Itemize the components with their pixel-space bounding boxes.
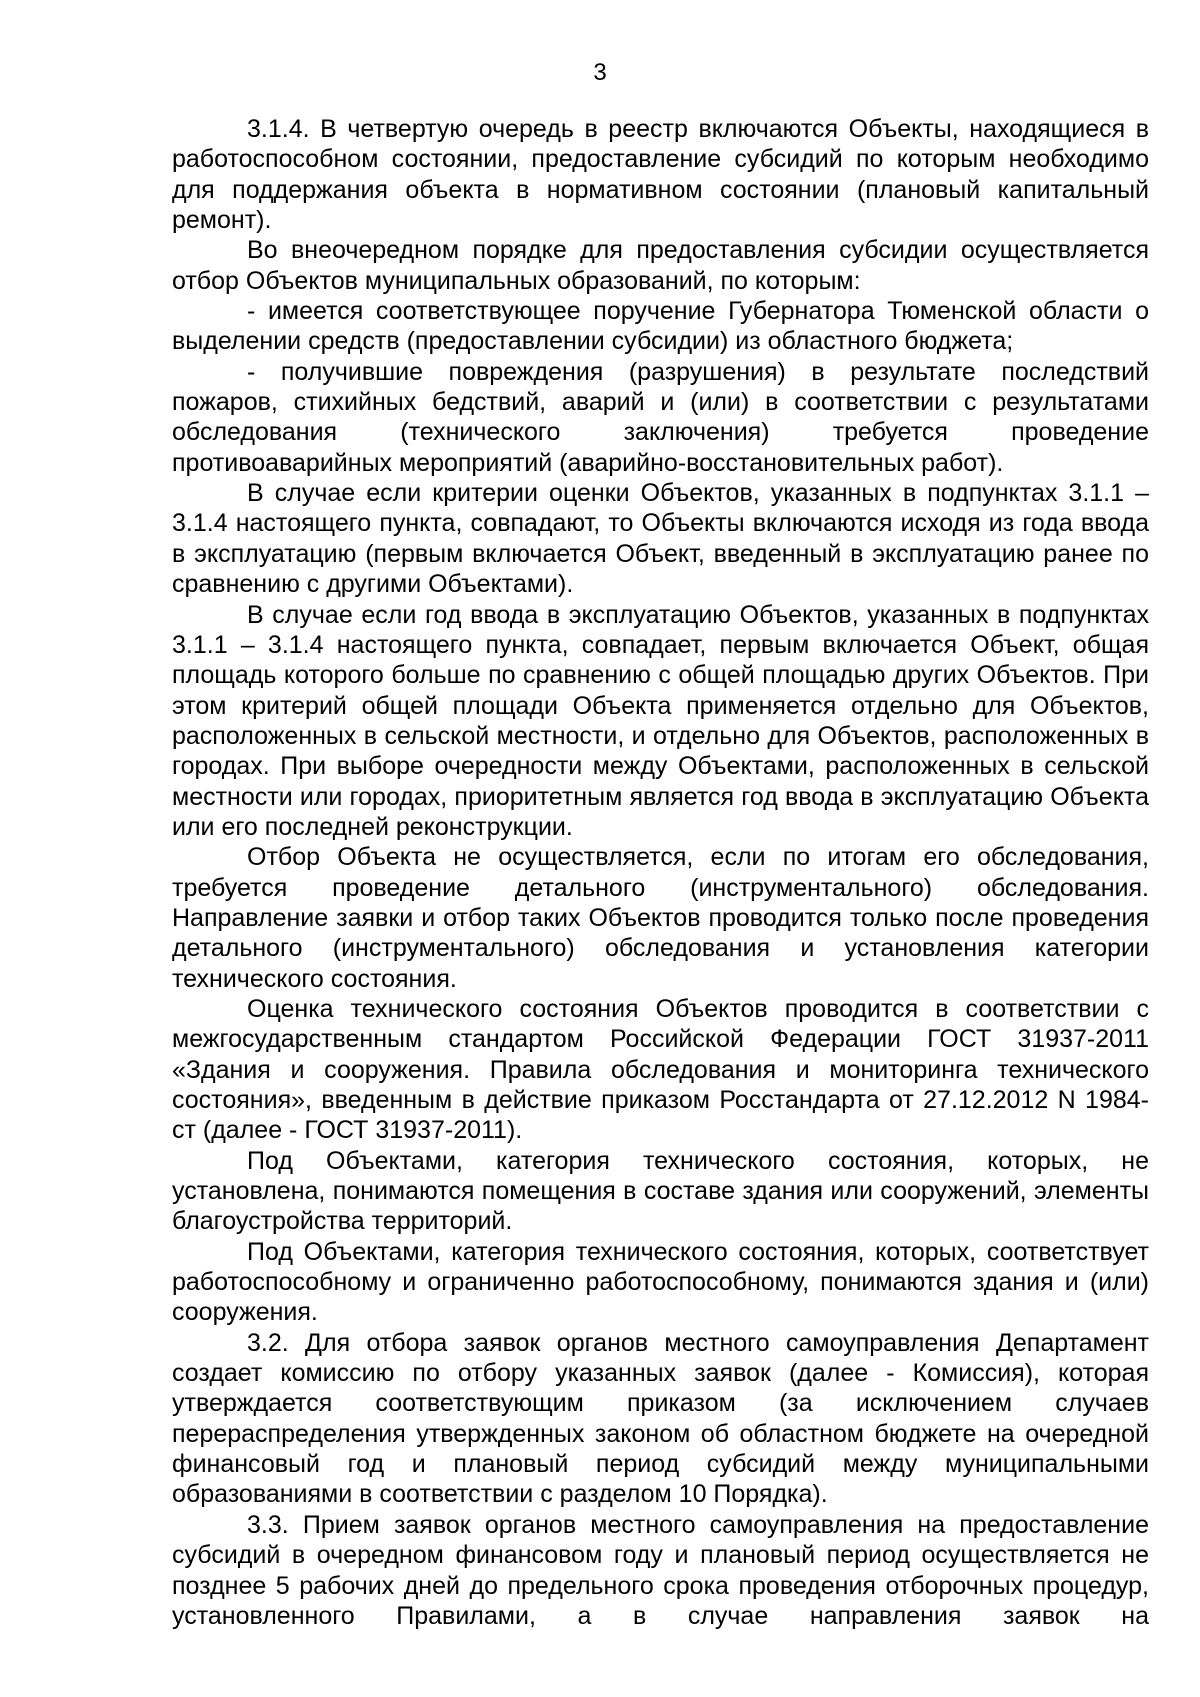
- page-number: 3: [593, 59, 607, 86]
- paragraph-3-1-4: 3.1.4. В четвертую очередь в реестр включаются Объекты, находящиеся в работоспособном состоянии, предоставление субсидий по которым необходимо для поддержания объекта в нормативном состоянии (плановый капитальный ремонт).: [172, 115, 1149, 235]
- document-body: [172, 114, 1149, 1631]
- paragraph-3-3: 3.3. Прием заявок органов местного самоуправления на предоставление субсидий в очередном финансовом году и плановый период осуществляется не позднее 5 рабочих дней до предельного срока проведения отборочных процедур, установленного Правилами, а в случае направления заявок на: [172, 1510, 1149, 1630]
- paragraph-3-2: 3.2. Для отбора заявок органов местного самоуправления Департамент создает комиссию по отбору указанных заявок (далее - Комиссия), которая утверждается соответствующим приказом (за исключением случаев перераспределения утвержденных законом об областном бюджете на очередной финансовый год и плановый период субсидий между муниципальными образованиями в соответствии с разделом 10 Порядка).: [172, 1328, 1149, 1509]
- list-item-damaged-objects: - получившие повреждения (разрушения) в результате последствий пожаров, стихийных бедствий, аварий и (или) в соответствии с результатами обследования (технического заключения) требуется проведение противоаварийных мероприятий (аварийно-восстановительных работ).: [172, 357, 1149, 477]
- paragraph-year-coincides: В случае если год ввода в эксплуатацию Объектов, указанных в подпунктах 3.1.1 – 3.1.4 настоящего пункта, совпадает, первым включается Объект, общая площадь которого больше по сравнению с общей площадью других Объектов. При этом критерий общей площади Объекта применяется отдельно для Объектов, расположенных в сельской местности, и отдельно для Объектов, расположенных в городах. При выборе очередности между Объектами, расположенных в сельской местности или городах, приоритетным является год ввода в эксплуатацию Объекта или его последней реконструкции.: [172, 600, 1149, 841]
- paragraph-technical-assessment: Оценка технического состояния Объектов проводится в соответствии с межгосударственным стандартом Российской Федерации ГОСТ 31937-2011 «Здания и сооружения. Правила обследования и мониторинга технического состояния», введенным в действие приказом Росстандарта от 27.12.2012 N 1984-ст (далее - ГОСТ 31937-2011).: [172, 994, 1149, 1145]
- paragraph-category-operable: Под Объектами, категория технического состояния, которых, соответствует работоспособному и ограниченно работоспособному, понимаются здания и (или) сооружения.: [172, 1237, 1149, 1327]
- list-item-governor-order: - имеется соответствующее поручение Губернатора Тюменской области о выделении средств (предоставлении субсидии) из областного бюджета;: [172, 297, 1149, 356]
- paragraph-extraordinary-selection: Во внеочередном порядке для предоставления субсидии осуществляется отбор Объектов муниципальных образований, по которым:: [172, 236, 1149, 295]
- paragraph-selection-not-performed: Отбор Объекта не осуществляется, если по итогам его обследования, требуется проведение детального (инструментального) обследования. Направление заявки и отбор таких Объектов проводится только после проведения детального (инструментального) обследования и установления категории технического состояния.: [172, 843, 1149, 993]
- paragraph-criteria-coincide: В случае если критерии оценки Объектов, указанных в подпунктах 3.1.1 – 3.1.4 настоящего пункта, совпадают, то Объекты включаются исходя из года ввода в эксплуатацию (первым включается Объект, введенный в эксплуатацию ранее по сравнению с другими Объектами).: [172, 479, 1149, 599]
- paragraph-category-not-set: Под Объектами, категория технического состояния, которых, не установлена, понимаются помещения в составе здания или сооружений, элементы благоустройства территорий.: [172, 1146, 1149, 1236]
